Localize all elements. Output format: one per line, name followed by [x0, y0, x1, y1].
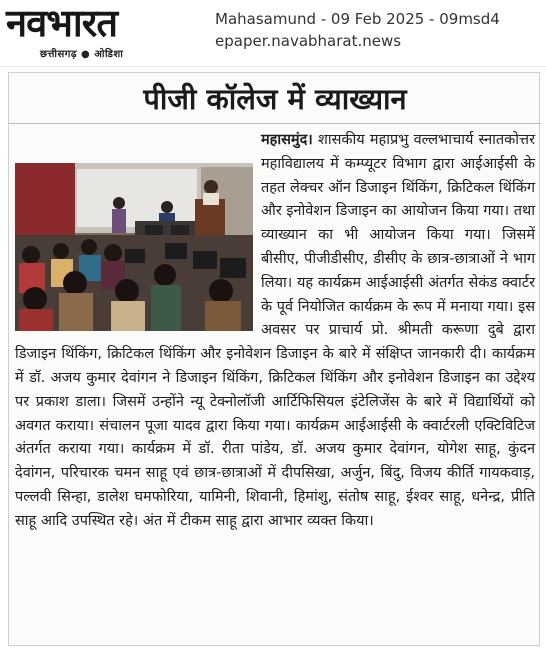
- logo-wordmark: नवभारत: [6, 1, 117, 45]
- logo-region-tagline: छत्तीसगढ़ ● ओडिशा: [40, 49, 124, 60]
- article-dateline: महासमुंद।: [261, 132, 313, 148]
- lecture-hall-photo-icon: [15, 163, 253, 331]
- epaper-site: epaper.navabharat.news: [215, 32, 402, 50]
- article-headline: पीजी कॉलेज में व्याख्यान: [143, 82, 407, 116]
- news-clipping: [8, 72, 540, 646]
- edition-info: Mahasamund - 09 Feb 2025 - 09msd4: [215, 10, 500, 28]
- masthead: [0, 0, 546, 66]
- event-photo: [15, 163, 253, 331]
- headline-divider: [9, 123, 541, 124]
- article-text: शासकीय महाप्रभु वल्लभाचार्य स्नातकोत्तर महाविद्यालय में कम्प्यूटर विभाग द्वारा आईआईसी के तहत लेक्चर ऑन डिजाइन थिंकिंग, क्रिटिकल थिंकिंग और इनोवेशन डिजाइन का आयोजन किया गया। तथा व्याख्यान का भी आयोजन किया गया। जिसमें बीसीए, पीजीडीसीए, डीसीए के छात्र-छात्राओं ने भाग लिया। यह कार्यक्रम आईआईसी अंतर्गत सेकंड क्वार्टर के पूर्व नियोजित कार्यक्रम के रूप में मनाया गया। इस अवसर पर प्राचार्य प्रो. श्रीमती करूणा दुबे द्वारा डिजाइन थिंकिंग, क्रिटिकल थिंकिंग और इनोवेशन डिजाइन के बारे में संक्षिप्त जानकारी दी। कार्यक्रम में डॉ. अजय कुमार देवांगन ने डिजाइन थिंकिंग, क्रिटिकल थिंकिंग और इनोवेशन डिजाइन का उद्देश्य पर प्रकाश डाला। जिसमें उन्होंने न्यू टेक्नोलॉजी आर्टिफिसियल इंटेलिजेंस के बारे में विद्यार्थियों को अवगत कराया। संचालन पूजा यादव द्वारा किया गया। कार्यक्रम आईआईसी के क्वार्टरली एक्टिविटिज अंतर्गत कराया गया। कार्यक्रम में डॉ. रीता पांडेय, डॉ. अजय कुमार देवांगन, योगेश साहू, कुंदन देवांगन, परिचारक चमन साहू एवं छात्र-छात्राओं में दीपसिखा, अर्जुन, बिंदु, विजय कीर्ति गायकवाड़, पल्लवी सिन्हा, डालेश घमफोरिया, यामिनी, शिवानी, हिमांशु, संतोष साहू, ईश्वर साहू, धनेन्द्र, प्रीति साहू आदि उपस्थित रहे। अंत में टीकम साहू द्वारा आभार व्यक्त किया।: [15, 132, 536, 529]
- newspaper-logo: [6, 1, 202, 62]
- header-divider: [0, 66, 546, 67]
